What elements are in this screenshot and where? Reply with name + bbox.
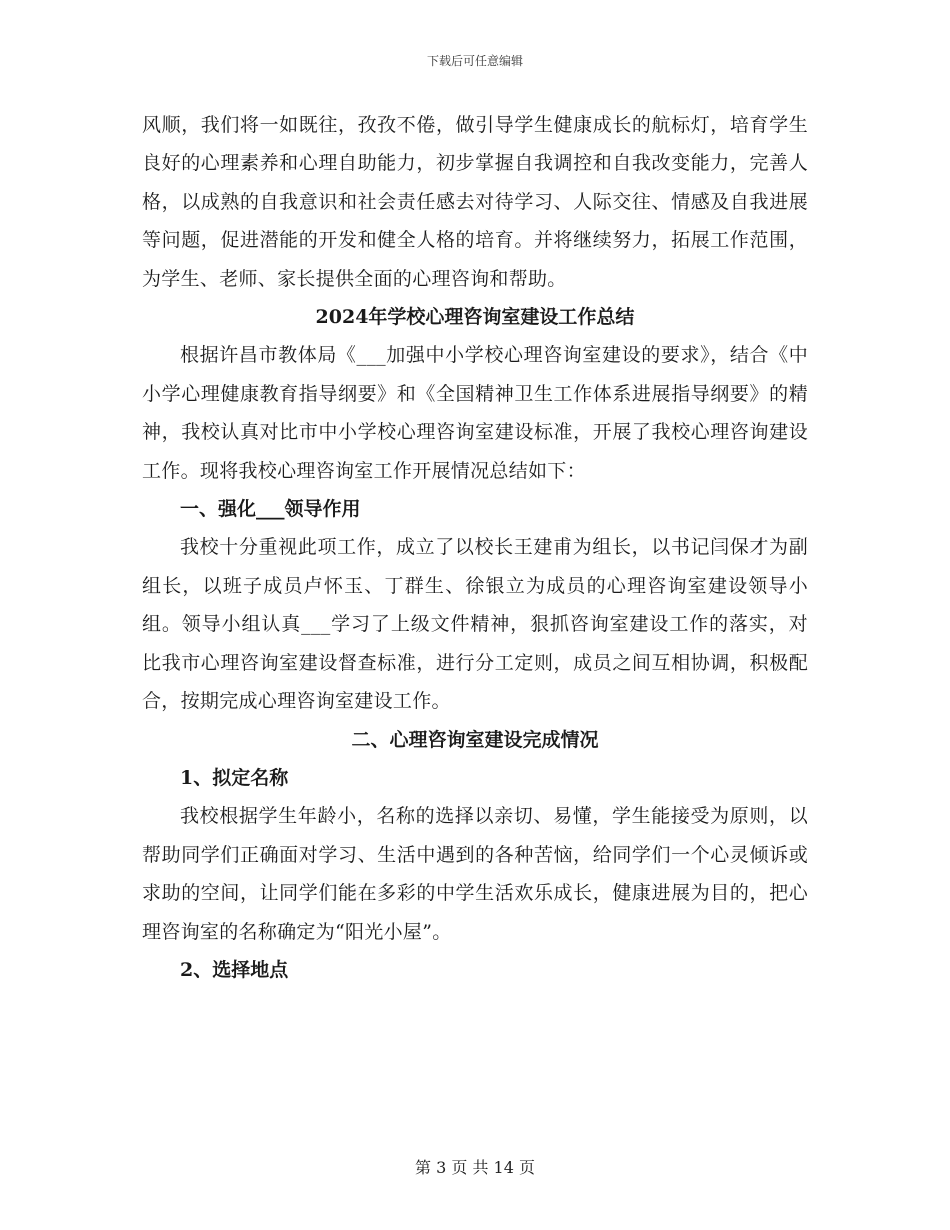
subsection-heading-1: 1、拟定名称: [180, 766, 289, 789]
section-heading-2: 二、心理咨询室建设完成情况: [351, 728, 599, 751]
paragraph-leadership: 我校十分重视此项工作，成立了以校长王建甫为组长，以书记闫保才为副组长，以班子成员卢怀玉、丁群生、徐银立为成员的心理咨询室建设领导小组。领导小组认真___学习了上级文件精神，狠抓咨询室建设工作的落实，对比我市心理咨询室建设督查标准，进行分工定则，成员之间互相协调，积极配合，按期完成心理咨询室建设工作。: [142, 536, 808, 713]
document-title: 2024年学校心理咨询室建设工作总结: [315, 306, 635, 329]
page-header: 下载后可任意编辑: [426, 54, 523, 68]
paragraph-intro: 风顺，我们将一如既往，孜孜不倦，做引导学生健康成长的航标灯，培育学生良好的心理素养和心理自助能力，初步掌握自我调控和自我改变能力，完善人格，以成熟的自我意识和社会责任感去对待学习、人际交往、情感及自我进展等问题，促进潜能的开发和健全人格的培育。并将继续努力，拓展工作范围，为学生、老师、家长提供全面的心理咨询和帮助。: [142, 114, 808, 290]
section-heading-1: 一、强化___领导作用: [180, 498, 361, 521]
page-footer: 第 3 页 共 14 页: [415, 1158, 535, 1177]
paragraph-naming: 我校根据学生年龄小，名称的选择以亲切、易懂，学生能接受为原则，以帮助同学们正确面对学习、生活中遇到的各种苦恼，给同学们一个心灵倾诉或求助的空间，让同学们能在多彩的中学生活欢乐成长，健康进展为目的，把心理咨询室的名称确定为“阳光小屋”。: [142, 805, 808, 943]
subsection-heading-2: 2、选择地点: [180, 958, 289, 981]
document-body: [142, 106, 808, 989]
paragraph-basis: 根据许昌市教体局《___加强中小学校心理咨询室建设的要求》，结合《中小学心理健康教育指导纲要》和《全国精神卫生工作体系进展指导纲要》的精神，我校认真对比市中小学校心理咨询室建设标准，开展了我校心理咨询建设工作。现将我校心理咨询室工作开展情况总结如下：: [142, 344, 808, 482]
